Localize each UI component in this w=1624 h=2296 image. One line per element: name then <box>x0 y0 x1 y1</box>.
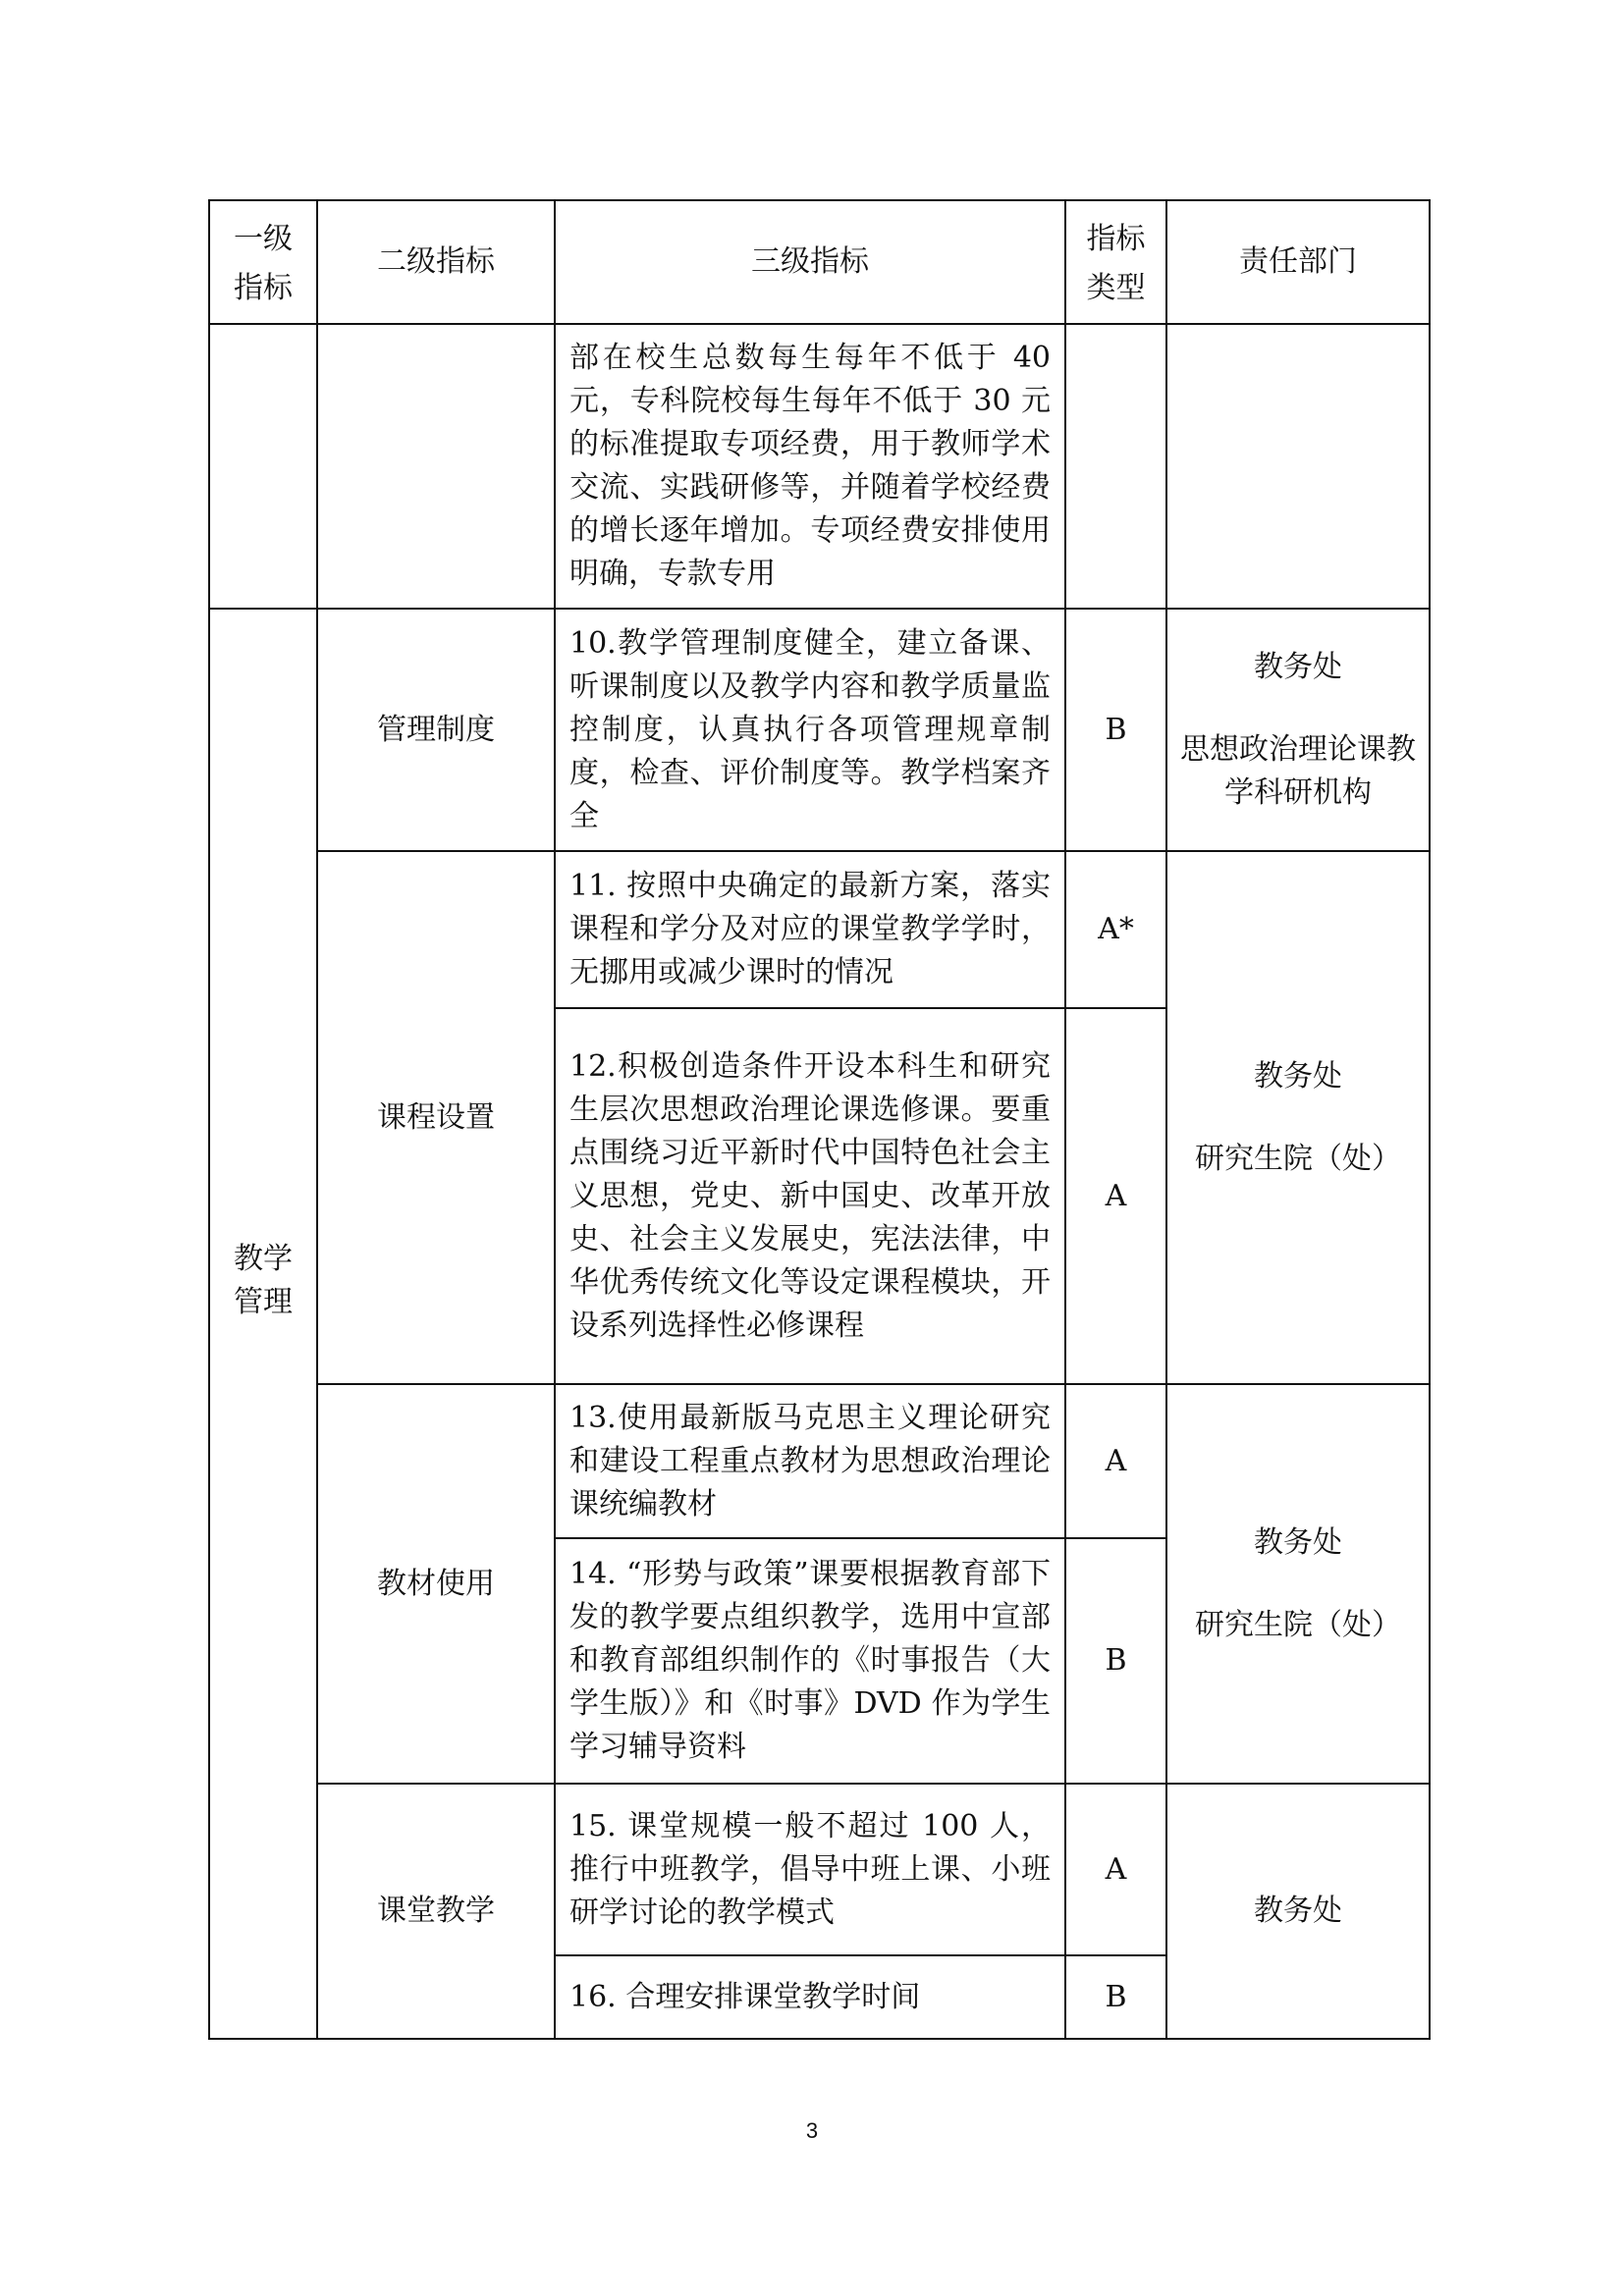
page-number: 3 <box>805 2118 819 2143</box>
cell-level3: 12.积极创造条件开设本科生和研究生层次思想政治理论课选修课。要重点围绕习近平新时代中国特色社会主义思想，党史、新中国史、改革开放史、社会主义发展史，宪法法律，中华优秀传统文化等设定课程模块，开设系列选择性必修课程 <box>555 1008 1065 1384</box>
cell-level2: 课堂教学 <box>317 1784 555 2039</box>
cell-department <box>1166 851 1430 1384</box>
cell-level2: 课程设置 <box>317 851 555 1384</box>
level1-line2: 管理 <box>234 1285 293 1319</box>
level1-line1: 教学 <box>234 1242 293 1276</box>
table-header-row <box>209 200 1430 324</box>
table-row <box>209 609 1430 851</box>
department-line: 思想政治理论课教学科研机构 <box>1180 731 1416 810</box>
department-line: 教务处 <box>1254 649 1342 684</box>
header-level1 <box>209 200 317 324</box>
cell-level2-empty <box>317 324 555 609</box>
cell-type: B <box>1065 1538 1166 1784</box>
department-line: 教务处 <box>1254 1524 1342 1560</box>
cell-type: A* <box>1065 851 1166 1008</box>
indicator-table <box>208 199 1431 2040</box>
cell-dept-empty <box>1166 324 1430 609</box>
department-line: 研究生院（处） <box>1195 1141 1401 1176</box>
department-line: 教务处 <box>1254 1058 1342 1094</box>
cell-type-empty <box>1065 324 1166 609</box>
table-row <box>209 1384 1430 1538</box>
header-type-line2: 类型 <box>1086 271 1146 305</box>
cell-type: B <box>1065 609 1166 851</box>
cell-level3: 15. 课堂规模一般不超过 100 人，推行中班教学，倡导中班上课、小班研学讨论的教学模式 <box>555 1784 1065 1955</box>
table-row-continued <box>209 324 1430 609</box>
cell-department: 教务处 <box>1166 1784 1430 2039</box>
department-line: 研究生院（处） <box>1195 1607 1401 1642</box>
header-level2: 二级指标 <box>317 200 555 324</box>
table-row <box>209 1784 1430 1955</box>
cell-level3: 16. 合理安排课堂教学时间 <box>555 1955 1065 2039</box>
header-type <box>1065 200 1166 324</box>
cell-level2: 管理制度 <box>317 609 555 851</box>
cell-level2: 教材使用 <box>317 1384 555 1784</box>
header-department: 责任部门 <box>1166 200 1430 324</box>
cell-level3-continued: 部在校生总数每生每年不低于 40 元，专科院校每生每年不低于 30 元的标准提取专项经费，用于教师学术交流、实践研修等，并随着学校经费的增长逐年增加。专项经费安排使用明确，专款专用 <box>555 324 1065 609</box>
cell-type: A <box>1065 1384 1166 1538</box>
header-level3: 三级指标 <box>555 200 1065 324</box>
header-level1-line1: 一级 <box>234 222 293 256</box>
cell-department <box>1166 1384 1430 1784</box>
cell-level1-empty <box>209 324 317 609</box>
cell-level3: 13.使用最新版马克思主义理论研究和建设工程重点教材为思想政治理论课统编教材 <box>555 1384 1065 1538</box>
cell-type: A <box>1065 1784 1166 1955</box>
cell-level3: 14. “形势与政策”课要根据教育部下发的教学要点组织教学，选用中宣部和教育部组织制作的《时事报告（大学生版）》和《时事》DVD 作为学生学习辅导资料 <box>555 1538 1065 1784</box>
header-level1-line2: 指标 <box>234 271 293 305</box>
cell-type: B <box>1065 1955 1166 2039</box>
cell-level3: 11. 按照中央确定的最新方案，落实课程和学分及对应的课堂教学学时，无挪用或减少课时的情况 <box>555 851 1065 1008</box>
cell-type: A <box>1065 1008 1166 1384</box>
cell-level3: 10.教学管理制度健全，建立备课、听课制度以及教学内容和教学质量监控制度，认真执行各项管理规章制度，检查、评价制度等。教学档案齐全 <box>555 609 1065 851</box>
header-type-line1: 指标 <box>1086 222 1146 256</box>
table-row <box>209 851 1430 1008</box>
cell-department <box>1166 609 1430 851</box>
cell-level1-teaching-management <box>209 609 317 2039</box>
